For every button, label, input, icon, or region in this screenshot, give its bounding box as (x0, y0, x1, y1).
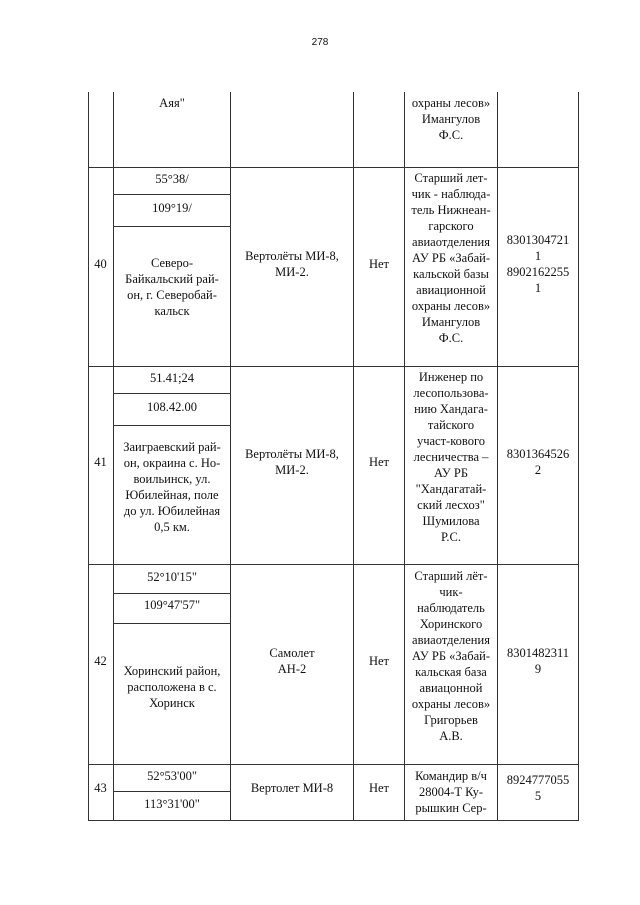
subcell-divider (113, 623, 230, 624)
table-bottom-border (88, 820, 578, 821)
contact-cell: Инженер по лесопользова- нию Хандага- тайского участ-кового лесничества – АУ РБ "Хандагатай- ский лесхоз" Шумилова Р.С. (413, 370, 489, 544)
phone-cell: 8301304721 1 8902162255 1 (506, 233, 570, 295)
latitude-cell: 52°10'15" (147, 570, 197, 584)
phone-cell: 8924777055 5 (506, 773, 570, 803)
contact-cell: охраны лесов» Имангулов Ф.С. (411, 96, 491, 142)
aircraft-cell: Вертолёты МИ-8, МИ-2. (245, 249, 339, 279)
flag-cell: Нет (368, 654, 390, 668)
row-divider (88, 764, 578, 765)
contact-cell: Старший лёт- чик- наблюдатель Хоринского авиаотделения АУ РБ «Забай- кальская база авиацонной охраны лесов» Григорьев А.В. (411, 569, 491, 743)
row-divider (88, 167, 578, 168)
phone-cell: 8301364526 2 (506, 447, 570, 477)
latitude-cell: 52°53'00" (147, 769, 197, 783)
row-divider (88, 366, 578, 367)
page-number: 278 (311, 37, 329, 48)
longitude-cell: 109°19/ (152, 201, 192, 215)
column-border (578, 92, 579, 821)
aircraft-cell: Вертолет МИ-8 (250, 781, 334, 795)
row-number: 40 (94, 257, 107, 271)
subcell-divider (113, 194, 230, 195)
row-divider (88, 564, 578, 565)
row-number: 43 (94, 781, 107, 795)
phone-cell: 8301482311 9 (506, 646, 570, 676)
flag-cell: Нет (368, 781, 390, 795)
location-cell: Северо- Байкальский рай- он, г. Северобай- кальск (125, 256, 219, 318)
longitude-cell: 108.42.00 (147, 400, 197, 414)
subcell-divider (113, 226, 230, 227)
location-cell: Хоринский район, расположена в с. Хоринск (123, 664, 221, 710)
row-number: 41 (94, 455, 107, 469)
subcell-divider (113, 791, 230, 792)
row-number: 42 (94, 654, 107, 668)
subcell-divider (113, 593, 230, 594)
latitude-cell: 51.41;24 (149, 371, 195, 385)
aircraft-cell: Самолет АН-2 (269, 646, 315, 676)
subcell-divider (113, 393, 230, 394)
contact-cell: Старший лет- чик - наблюда- тель Нижнеан- гарского авиаотделения АУ РБ «Забай- кальской базы авиационной охраны лесов» Имангулов Ф.С. (411, 171, 491, 345)
latitude-cell: 55°38/ (155, 172, 189, 186)
location-cell: Аяя" (159, 96, 185, 110)
longitude-cell: 109°47'57" (143, 598, 201, 612)
aircraft-cell: Вертолёты МИ-8, МИ-2. (245, 447, 339, 477)
location-cell: Заиграевский рай- он, окраина с. Но- воильинск, ул. Юбилейная, поле до ул. Юбилейная 0,5 км. (123, 440, 221, 534)
flag-cell: Нет (368, 257, 390, 271)
subcell-divider (113, 425, 230, 426)
flag-cell: Нет (368, 455, 390, 469)
longitude-cell: 113°31'00" (144, 797, 200, 811)
contact-cell: Командир в/ч 28004-Т Ку- рышкин Сер- (415, 769, 487, 815)
